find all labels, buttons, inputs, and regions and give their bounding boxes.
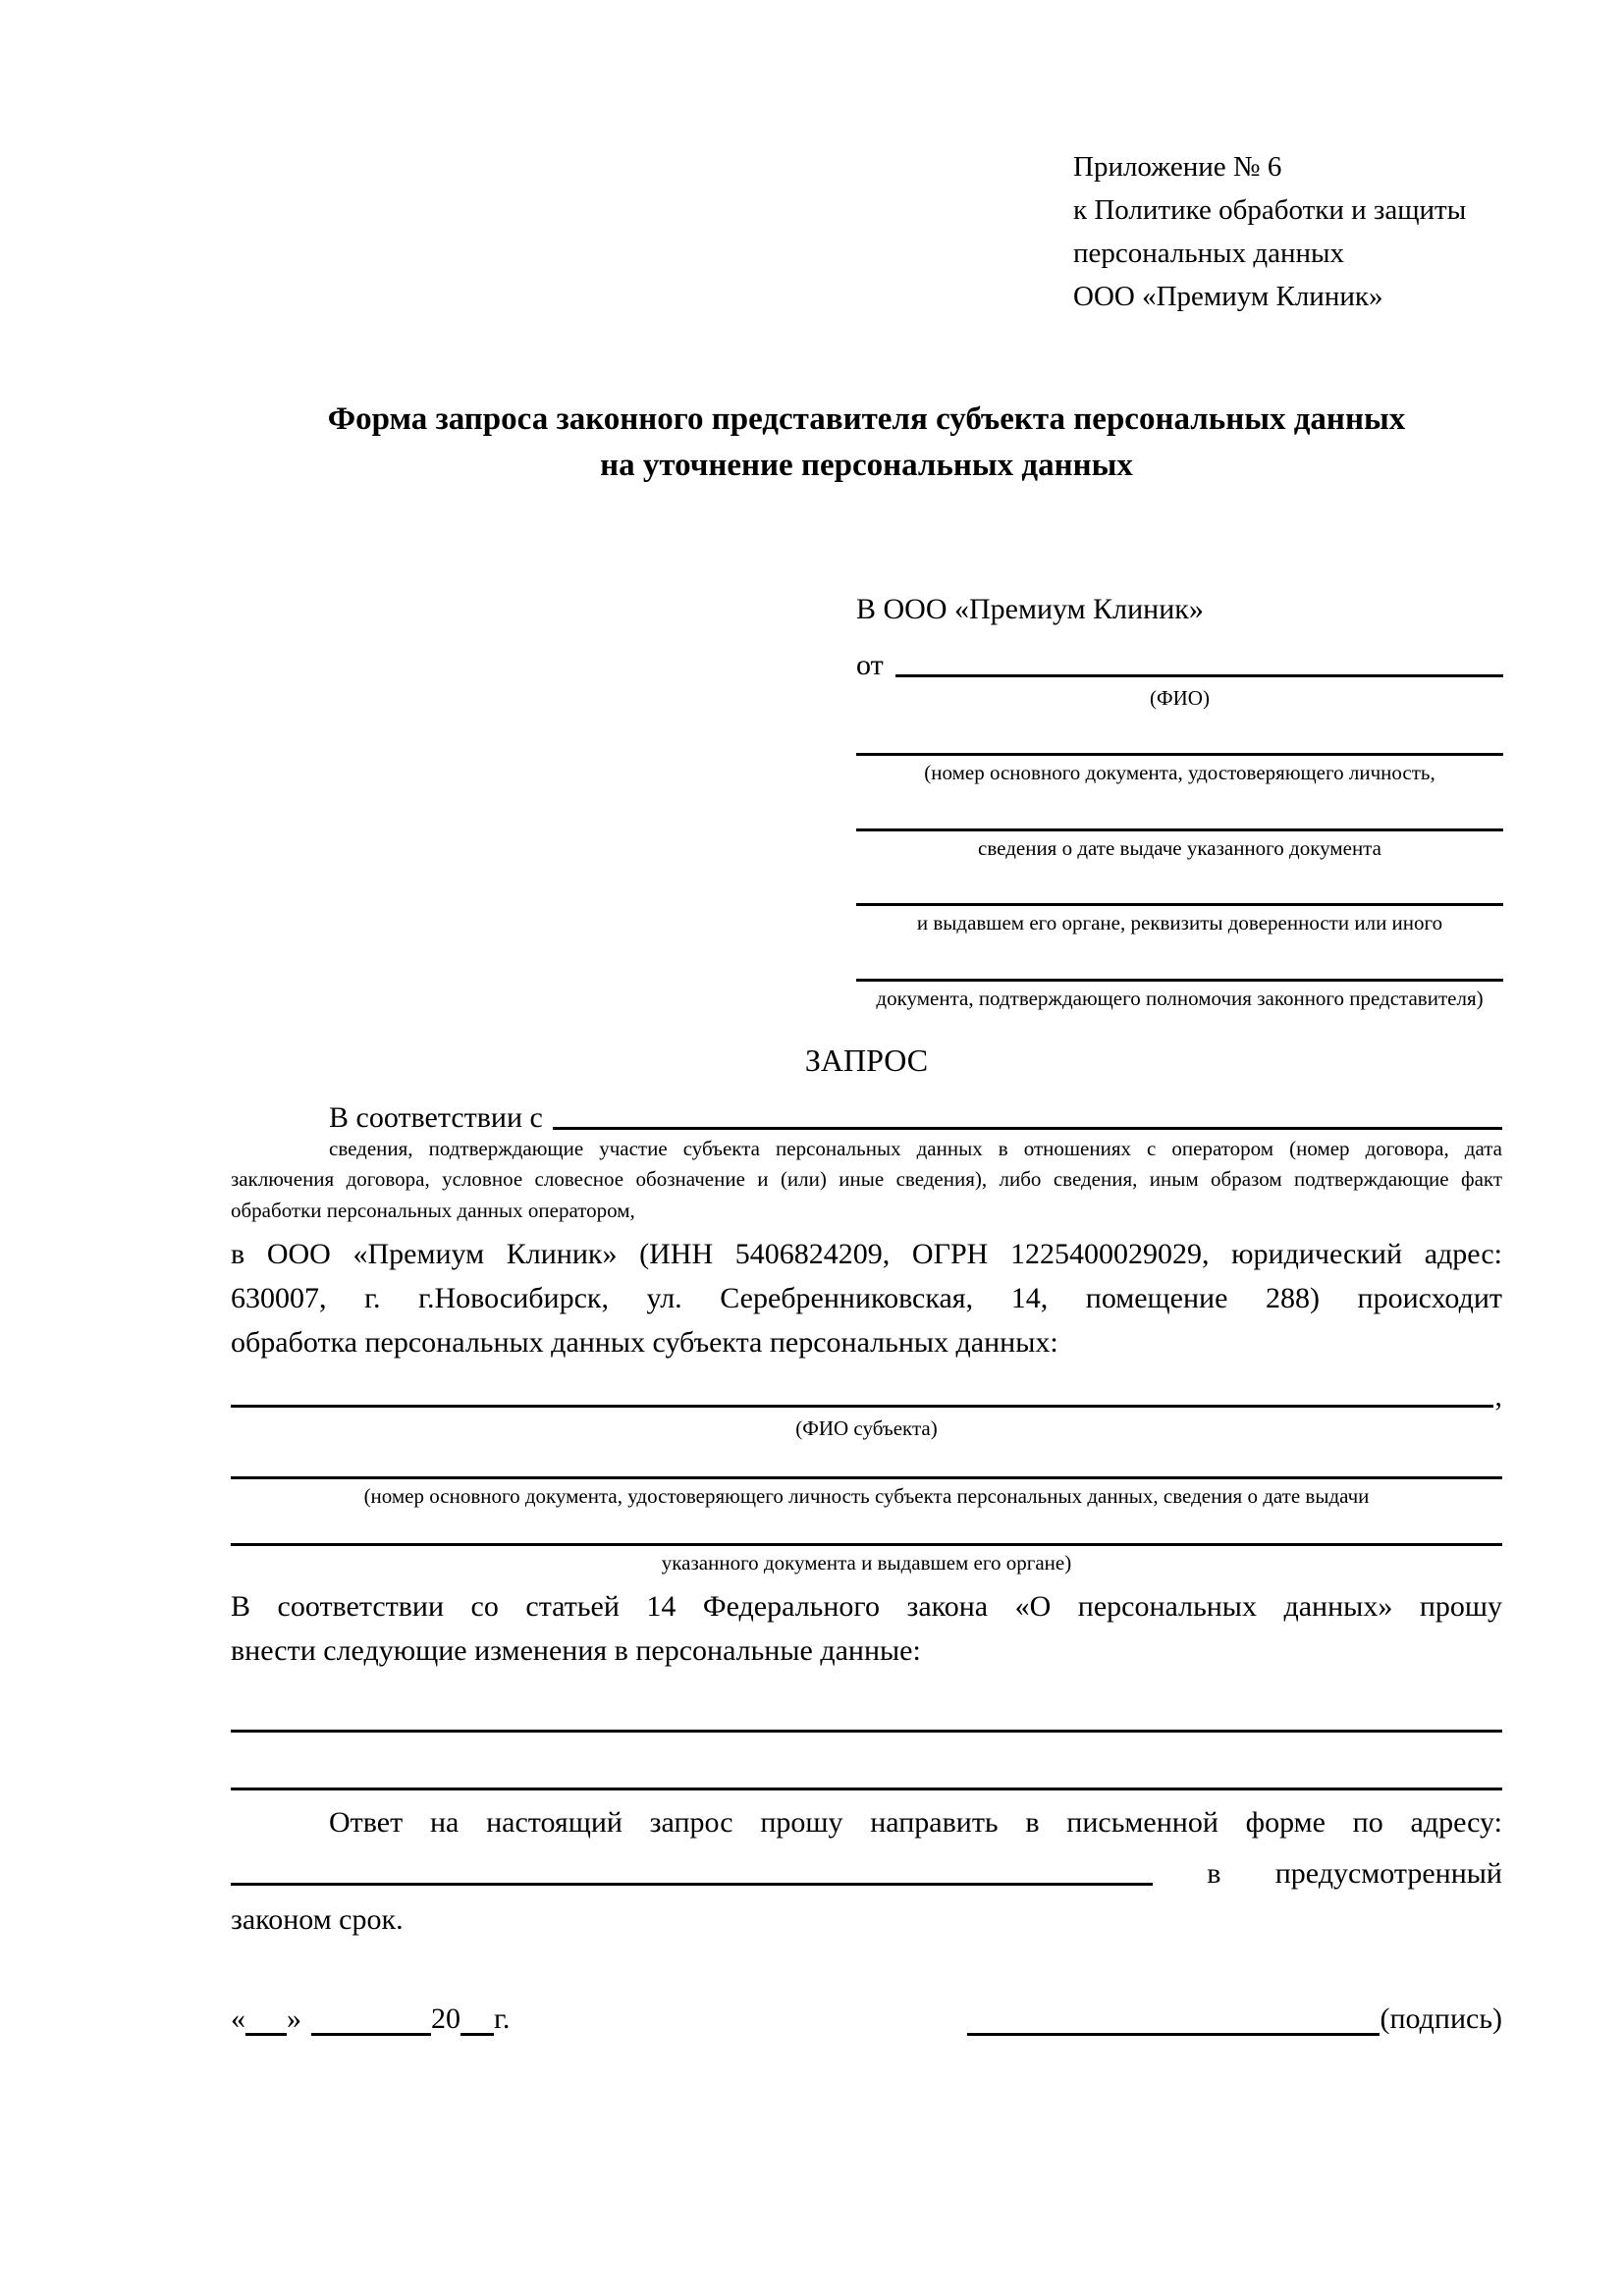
date-year-blank-line (460, 2006, 494, 2036)
operator-line: обработка персональных данных субъекта персональных данных: (231, 1326, 1058, 1360)
subject-doc-issuer-blank-line (231, 1511, 1502, 1546)
year-suffix: г. (494, 2002, 511, 2035)
answer-address-row (231, 1844, 1502, 1890)
doc-caption: документа, подтверждающего полномочия законного представителя) (876, 986, 1484, 1010)
answer-address-blank-line (231, 1883, 1153, 1886)
operator-line: 630007, г. г.Новосибирск, ул. Серебренниковская, 14, помещение 288) происходит (231, 1282, 1502, 1315)
answer-paragraph-line: Ответ на настоящий запрос прошу направить в письменной форме по адресу: (329, 1805, 1502, 1839)
subject-fio-caption: (ФИО субъекта) (795, 1416, 938, 1441)
date-day-blank-line (245, 2006, 287, 2036)
from-label: от (856, 649, 884, 682)
document-title (231, 397, 1502, 489)
addressee-to: В ООО «Премиум Клиник» (856, 593, 1204, 626)
subject-fio-row (231, 1368, 1502, 1412)
doc-number-blank-line (856, 713, 1503, 756)
annex-line: Приложение № 6 (1073, 151, 1282, 183)
year-prefix: 20 (431, 2002, 460, 2035)
annex-line: ООО «Премиум Клиник» (1073, 281, 1383, 313)
signature-caption: (подпись) (1380, 2002, 1502, 2035)
article-line: В соответствии со статьей 14 Федерального закона «О персональных данных» прошу (231, 1589, 1502, 1623)
article-paragraph (231, 1584, 1502, 1673)
changes-blank-line (231, 1730, 1502, 1733)
fio-blank-line (895, 674, 1503, 677)
request-heading: ЗАПРОС (804, 1041, 929, 1078)
operator-paragraph (231, 1232, 1502, 1364)
document-title-line: на уточнение персональных данных (600, 448, 1133, 484)
changes-blank-line (231, 1788, 1502, 1790)
doc-issuer-blank-line (856, 863, 1503, 906)
answer-word: предусмотренный (1274, 1856, 1502, 1890)
from-row (856, 636, 1503, 681)
doc-authority-blank-line (856, 938, 1503, 982)
doc-caption: и выдавшем его органе, реквизиты доверенности или иного (916, 911, 1443, 935)
accordance-row (231, 1089, 1502, 1134)
subject-doc-caption: указанного документа и выдавшем его органе) (661, 1551, 1072, 1575)
subject-fio-blank-line (231, 1405, 1493, 1408)
subject-doc-caption: (номер основного документа, удостоверяющего личность субъекта персональных данных, сведения о дате выдачи (363, 1483, 1370, 1508)
signature-blank-line (967, 2006, 1380, 2036)
annex-line: персональных данных (1073, 238, 1345, 270)
doc-caption: сведения о дате выдаче указанного документа (978, 835, 1381, 860)
quote-open: « (231, 2002, 245, 2035)
basis-caption-paragraph (231, 1134, 1502, 1227)
basis-caption-line: обработки персональных данных оператором, (231, 1198, 635, 1222)
answer-paragraph-line: законом срок. (231, 1902, 404, 1936)
doc-issue-date-blank-line (856, 788, 1503, 831)
annex-line: к Политике обработки и защиты (1073, 194, 1467, 227)
article-line: внести следующие изменения в персональные данные: (231, 1633, 921, 1667)
date-month-blank-line (311, 2006, 431, 2036)
document-title-line: Форма запроса законного представителя субъекта персональных данных (327, 401, 1406, 438)
signature-group (967, 2002, 1502, 2036)
accordance-blank-line (553, 1127, 1502, 1130)
date-group (231, 2002, 510, 2036)
doc-caption: (номер основного документа, удостоверяющего личность, (924, 761, 1435, 785)
trailing-comma: , (1494, 1380, 1502, 1414)
date-signature-row (231, 2002, 1502, 2036)
annex-header (1073, 145, 1535, 318)
basis-caption-line: сведения, подтверждающие участие субъекта персональных данных в отношениях с оператором (номер договора, дата (329, 1136, 1502, 1160)
subject-doc-blank-line (231, 1444, 1502, 1479)
addressee-block (856, 593, 1503, 1013)
fio-caption: (ФИО) (1150, 686, 1210, 711)
answer-word: в (1207, 1856, 1221, 1890)
quote-close: » (287, 2002, 301, 2035)
basis-caption-line: заключения договора, условное словесное обозначение и (или) иные сведения), либо сведения, иным образом подтверждающие факт (231, 1167, 1502, 1192)
operator-line: в ООО «Премиум Клиник» (ИНН 5406824209, ОГРН 1225400029029, юридический адрес: (231, 1238, 1502, 1271)
accordance-label: В соответствии с (329, 1100, 543, 1134)
